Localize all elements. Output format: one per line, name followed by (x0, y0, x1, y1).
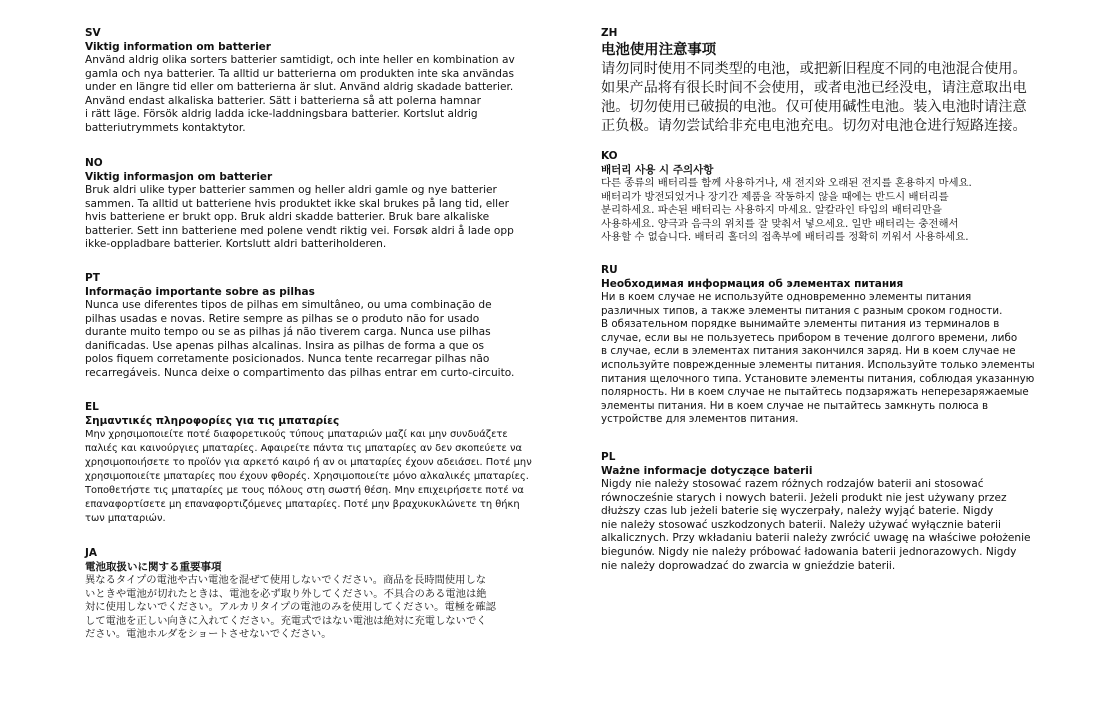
text-line: используйте поврежденные элементы питания. Используйте только элементы (601, 358, 1035, 371)
section-no (85, 157, 555, 272)
text-line: Bruk aldri ulike typer batterier sammen og heller aldri gamle og nye batterier (85, 184, 497, 196)
text-line: питания щелочного типа. Установите элементы питания, соблюдая указанную (601, 372, 1035, 385)
text-line: hvis batteriene er brukt opp. Bruk aldri skadde batterier. Bruk bare alkaliske (85, 211, 490, 224)
text-line: элементы питания. Ни в коем случае не пытайтесь замкнуть полюса в (601, 399, 989, 412)
text-line: Τοποθετήστε τις μπαταρίες με τους πόλους στη σωστή θέση. Μην επιχειρήσετε ποτέ να (85, 485, 524, 496)
text-line: χρησιμοποιείτε μπαταρίες που έχουν φθορές. Χρησιμοποιείτε μόνο αλκαλικές μπαταρίες. (85, 471, 529, 482)
text-line: устройстве для элементов питания. (601, 413, 799, 426)
left-column (85, 27, 555, 642)
text-line: równocześnie starych i nowych baterii. Jeżeli produkt nie jest używany przez (601, 491, 1007, 504)
text-line: в случае, если в элементах питания закончился заряд. Ни в коем случае не (601, 345, 1016, 358)
section-title-el: Σημαντικές πληροφορίες για τις μπαταρίες (85, 415, 340, 427)
text-line: Använd endast alkaliska batterier. Sätt i batterierna så att polerna hamnar (85, 94, 481, 107)
text-line: pilhas usadas e novas. Retire sempre as pilhas se o produto não for usado (85, 312, 480, 325)
section-body-ko (601, 177, 1061, 245)
text-line: under en längre tid eller om batterierna är slut. Använd aldrig skadade batterier. (85, 81, 514, 94)
section-title-ru: Необходимая информация об элементах питания (601, 278, 904, 290)
text-line: durante muito tempo ou se as pilhas já não tiverem carga. Nunca use pilhas (85, 326, 491, 339)
section-sv (85, 27, 555, 157)
text-line: 対に使用しないでください。アルカリタイプの電池のみを使用してください。電極を確認 (85, 601, 496, 614)
text-line: 다른 종류의 배터리를 함께 사용하거나, 새 전지와 오래된 전지를 혼용하지 마세요. (601, 177, 972, 189)
text-line: して電池を正しい向きに入れてください。充電式ではない電池は絶対に充電しないでく (85, 614, 487, 627)
section-title-no: Viktig informasjon om batterier (85, 171, 273, 183)
text-line: batteriutrymmets kontaktytor. (85, 121, 246, 134)
section-body-el (85, 428, 555, 526)
text-line: ikke-oppladbare batterier. Kortslutt aldri batteriholderen. (85, 238, 387, 251)
section-pl (601, 451, 1061, 573)
language-code-el: EL (85, 401, 99, 413)
section-title-pl: Ważne informacje dotyczące baterii (601, 465, 813, 477)
text-line: nie należy stosować uszkodzonych baterii. Należy używać wyłącznie baterii (601, 518, 1001, 531)
section-ru (601, 264, 1061, 451)
language-code-pl: PL (601, 451, 616, 463)
section-ja (85, 547, 555, 642)
section-title-sv: Viktig information om batterier (85, 41, 271, 53)
language-code-pt: PT (85, 272, 100, 284)
text-line: различных типов, а также элементы питания с разным сроком годности. (601, 304, 1003, 317)
section-body-sv (85, 54, 555, 136)
text-line: sammen. Ta alltid ut batteriene hvis produktet ikke skal brukes på lang tid, eller (85, 197, 509, 210)
text-line: 사용하세요. 양극과 음극의 위치를 잘 맞춰서 넣으세요. 일반 배터리는 충전해서 (601, 217, 959, 230)
text-line: nie należy doprowadzać do zwarcia w gnieździe baterii. (601, 559, 896, 572)
right-column (601, 27, 1061, 573)
text-line: Nigdy nie należy stosować razem różnych rodzajów baterii ani stosować (601, 478, 984, 490)
text-line: polos fiquem corretamente posicionados. Nunca tente recarregar pilhas não (85, 353, 490, 366)
section-pt (85, 272, 555, 401)
text-line: χρησιμοποιήσετε το προϊόν για αρκετό καιρό ή αν οι μπαταρίες έχουν αδειάσει. Ποτέ μην (85, 457, 532, 468)
text-line: 正负极。请勿尝试给非充电电池充电。切勿对电池仓进行短路连接。 (601, 118, 1027, 134)
language-code-sv: SV (85, 27, 101, 39)
text-line: i rätt läge. Försök aldrig ladda icke-laddningsbara batterier. Kortslut aldrig (85, 108, 478, 121)
section-title-pt: Informação importante sobre as pilhas (85, 286, 315, 298)
language-code-zh: ZH (601, 27, 618, 39)
text-line: полярность. Ни в коем случае не пытайтесь подзаряжать неперезаряжаемые (601, 386, 1029, 399)
text-line: biegunów. Nigdy nie należy próbować ładowania baterii jednorazowych. Nigdy (601, 545, 1017, 558)
section-zh (601, 27, 1061, 150)
section-title-ja: 電池取扱いに関する重要事項 (85, 561, 222, 573)
section-body-zh (601, 60, 1061, 136)
text-line: gamla och nya batterier. Ta alltid ur batterierna om produkten inte ska användas (85, 67, 514, 80)
text-line: batterier. Sett inn batteriene med polene vendt riktig vei. Forsøk aldri å lade opp (85, 224, 514, 237)
text-line: 분리하세요. 파손된 배터리는 사용하지 마세요. 알칼라인 타입의 배터리만을 (601, 204, 942, 217)
text-line: παλιές και καινούργιες μπαταρίες. Αφαιρείτε πάντα τις μπαταρίες αν δεν σκοπεύετε να (85, 443, 523, 454)
text-line: recarregáveis. Nunca deixe o compartimento das pilhas entrar em curto-circuito. (85, 366, 515, 379)
section-body-pl (601, 478, 1061, 573)
text-line: いときや電池が切れたときは、電池を必ず取り外してください。不具合のある電池は絶 (85, 587, 487, 600)
text-line: των μπαταριών. (85, 513, 166, 524)
text-line: επαναφορτίσετε μη επαναφορτιζόμενες μπαταρίες. Ποτέ μην βραχυκυκλώνετε τη θήκη (85, 499, 520, 510)
text-line: Använd aldrig olika sorters batterier samtidigt, och inte heller en kombination av (85, 54, 515, 66)
text-line: 異なるタイプの電池や古い電池を混ぜて使用しないでください。商品を長時間使用しな (85, 574, 487, 586)
section-title-ko: 배터리 사용 시 주의사항 (601, 164, 714, 176)
text-line: danificadas. Use apenas pilhas alcalinas. Insira as pilhas de forma a que os (85, 339, 485, 352)
section-body-no (85, 184, 555, 252)
text-line: Nunca use diferentes tipos de pilhas em simultâneo, ou uma combinação de (85, 299, 492, 311)
text-line: Μην χρησιμοποιείτε ποτέ διαφορετικούς τύπους μπαταριών μαζί και μην συνδυάζετε (85, 429, 508, 440)
text-line: 请勿同时使用不同类型的电池，或把新旧程度不同的电池混合使用。 (601, 61, 1027, 77)
section-ko (601, 150, 1061, 264)
language-code-no: NO (85, 157, 103, 169)
text-line: 池。切勿使用已破损的电池。仅可使用碱性电池。装入电池时请注意 (601, 99, 1027, 115)
text-line: Ни в коем случае не используйте одновременно элементы питания (601, 291, 972, 303)
section-body-ja (85, 574, 555, 642)
section-title-zh: 电池使用注意事项 (601, 42, 717, 58)
text-line: 배터리가 방전되었거나 장기간 제품을 작동하지 않을 때에는 반드시 배터리를 (601, 190, 949, 203)
language-code-ru: RU (601, 264, 618, 276)
language-code-ja: JA (85, 547, 98, 559)
section-el (85, 401, 555, 547)
text-line: alkalicznych. Przy wkładaniu baterii należy zwrócić uwagę na właściwe położenie (601, 532, 1031, 545)
text-line: 如果产品将有很长时间不会使用，或者电池已经没电，请注意取出电 (601, 80, 1027, 96)
text-line: В обязательном порядке вынимайте элементы питания из терминалов в (601, 318, 1000, 331)
section-body-pt (85, 299, 555, 381)
text-line: dłuższy czas lub jeżeli baterie się wyczerpały, należy wyjąć baterie. Nigdy (601, 505, 994, 518)
text-line: случае, если вы не пользуетесь прибором в течение долгого времени, либо (601, 331, 1018, 344)
text-line: 사용할 수 없습니다. 배터리 홀더의 접촉부에 배터리를 정확히 끼워서 사용하세요. (601, 231, 969, 244)
text-line: ださい。電池ホルダをショートさせないでください。 (85, 628, 332, 641)
language-code-ko: KO (601, 150, 618, 162)
section-body-ru (601, 291, 1061, 427)
